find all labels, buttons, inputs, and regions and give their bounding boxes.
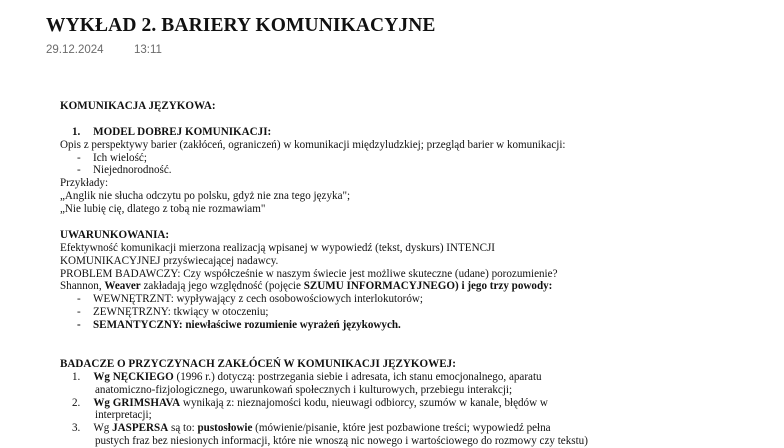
section-heading: KOMUNIKACJA JĘZYKOWA:	[60, 100, 216, 112]
numbered-item: 1. Wg NĘCKIEGO (1996 r.) dotyczą: postrzegania siebie i adresata, ich stanu emocjonalnego, aparatu	[72, 370, 542, 383]
note-time: 13:11	[134, 44, 162, 56]
numbered-item-continuation: anatomiczno-fizjologicznego, uwarunkowań społecznych i kulturowych, przebiegu interakcji;	[95, 383, 513, 396]
numbered-item	[60, 126, 780, 139]
note-date: 29.12.2024	[46, 44, 104, 56]
section-heading: BADACZE O PRZYCZYNACH ZAKŁÓCEŃ W KOMUNIKACJI JĘZYKOWEJ:	[60, 357, 456, 370]
numbered-item-continuation: pustych fraz bez niesionych informacji, które nie wnoszą nic nowego i wartościowego do rozmowy czy tekstu)	[95, 435, 588, 448]
note-body[interactable]	[60, 100, 780, 448]
paragraph: KOMUNIKACYJNEJ przyświecającej nadawcy.	[60, 254, 279, 267]
paragraph: Shannon, Weaver zakładają jego względność (pojęcie SZUMU INFORMACYJNEGO) i jego trzy powody:	[60, 280, 553, 293]
example-quote: „Anglik nie słucha odczytu po polsku, gdyż nie zna tego języka";	[60, 190, 351, 203]
section-heading: UWARUNKOWANIA:	[60, 228, 170, 241]
bullet-item: - SEMANTYCZNY: niewłaściwe rozumienie wyrażeń językowych.	[77, 319, 401, 332]
bullet-item: - Ich wielość;	[77, 151, 147, 164]
numbered-item: 3. Wg JASPERSA są to: pustosłowie (mówienie/pisanie, które jest pozbawione treści; wypowiedź pełna	[72, 422, 551, 435]
example-quote: „Nie lubię cię, dlatego z tobą nie rozmawiam"	[60, 203, 266, 216]
paragraph: Opis z perspektywy barier (zakłóceń, ograniczeń) w komunikacji międzyludzkiej; przegląd barier w komunikacji:	[60, 138, 566, 151]
paragraph: Efektywność komunikacji mierzona realizacją wpisanej w wypowiedź (tekst, dyskurs) INTENCJI	[60, 241, 495, 254]
item-title: MODEL DOBREJ KOMUNIKACJI:	[93, 125, 272, 138]
page-title: WYKŁAD 2. BARIERY KOMUNIKACYJNE	[46, 15, 436, 36]
paragraph: PROBLEM BADAWCZY: Czy współcześnie w naszym świecie jest możliwe skuteczne (udane) porozumienie?	[60, 267, 558, 280]
numbered-item-continuation: interpretacji;	[95, 409, 152, 422]
item-number: 1.	[72, 125, 81, 138]
bullet-item: - Niejednorodność.	[77, 164, 172, 177]
paragraph: Przykłady:	[60, 177, 109, 190]
bullet-item: - ZEWNĘTRZNY: tkwiący w otoczeniu;	[77, 306, 269, 319]
bullet-item: - WEWNĘTRZNT: wypływający z cech osobowościowych interlokutorów;	[77, 293, 424, 306]
numbered-item: 2. Wg GRIMSHAVA wynikają z: nieznajomości kodu, nieuwagi odbiorcy, szumów w kanale, błędów w	[72, 396, 548, 409]
